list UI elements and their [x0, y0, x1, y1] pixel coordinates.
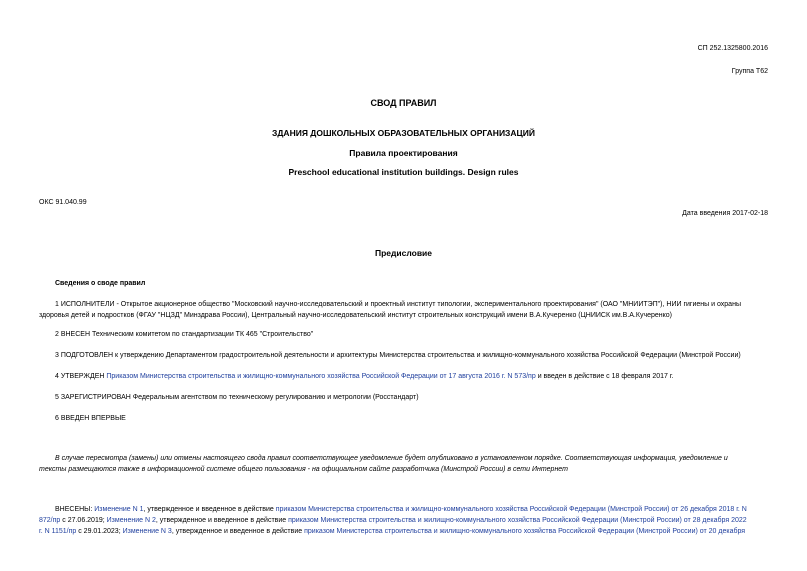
revision-notice: [39, 453, 768, 475]
approval-order-link[interactable]: Приказом Министерства строительства и жилищно-коммунального хозяйства Российской Федерации от 17 августа 2016 г. N 573/пр: [106, 373, 536, 380]
foreword-item-5: [39, 392, 768, 403]
foreword-item-3: [39, 350, 768, 361]
item-1-line-1: 1 ИСПОЛНИТЕЛИ - Открытое акционерное общество "Московский научно-исследовательский и проектный институт типологии, экспериментального проектирования" (ОАО "МНИИТЭП"), НИИ гигиены и охраны: [55, 301, 741, 308]
document-type-title: СВОД ПРАВИЛ: [370, 98, 437, 108]
changes-line-3: [39, 526, 768, 537]
document-group: Группа Т62: [731, 68, 768, 75]
changes-text-5: , утвержденное и введенное в действие: [171, 528, 305, 535]
changes-line-2: [39, 515, 768, 526]
document-english-title: Preschool educational institution buildings. Design rules: [288, 167, 519, 177]
changes-label: ВНЕСЕНЫ:: [55, 506, 95, 513]
item-4-suffix: и введен в действие с 18 февраля 2017 г.: [535, 373, 674, 380]
changes-block: [39, 504, 768, 537]
document-name: ЗДАНИЯ ДОШКОЛЬНЫХ ОБРАЗОВАТЕЛЬНЫХ ОРГАНИЗАЦИЙ: [272, 128, 535, 138]
changes-text-4: с 29.01.2023;: [76, 528, 123, 535]
changes-text-2: с 27.06.2019;: [60, 517, 107, 524]
foreword-item-1: [39, 299, 768, 321]
foreword-item-6: [39, 413, 768, 424]
item-4-prefix: 4 УТВЕРЖДЕН: [55, 373, 107, 380]
order-2023-link[interactable]: приказом Министерства строительства и жилищно-коммунального хозяйства Российской Федерации (Минстрой России) от 20 декабря: [304, 528, 746, 535]
item-3-text: 3 ПОДГОТОВЛЕН к утверждению Департаментом градостроительной деятельности и архитектуры Министерства строительства и жилищно-коммунального хозяйства Российской Федерации (Минстрой России): [55, 352, 741, 359]
introduction-date: Дата введения 2017-02-18: [682, 210, 768, 217]
oks-code: ОКС 91.040.99: [39, 199, 87, 206]
change-3-link[interactable]: Изменение N 3: [122, 528, 172, 535]
notice-line-1: В случае пересмотра (замены) или отмены настоящего свода правил соответствующее уведомление будет опубликовано в установленном порядке. Соответствующая информация, уведомление и: [55, 455, 728, 462]
order-2018-link[interactable]: приказом Министерства строительства и жилищно-коммунального хозяйства Российской Федерации (Минстрой России) от 26 декабря 2018 г. N: [275, 506, 747, 513]
item-5-text: 5 ЗАРЕГИСТРИРОВАН Федеральным агентством по техническому регулированию и метрологии (Росстандарт): [55, 394, 419, 401]
change-2-link[interactable]: Изменение N 2: [106, 517, 156, 524]
foreword-subheading: Сведения о своде правил: [55, 280, 146, 287]
foreword-heading: Предисловие: [374, 248, 433, 258]
item-4-line: [39, 371, 768, 382]
changes-text-1: , утвержденное и введенное в действие: [143, 506, 276, 513]
foreword-item-4: [39, 371, 768, 382]
item-2-text: 2 ВНЕСЕН Техническим комитетом по стандартизации ТК 465 "Строительство": [55, 331, 314, 338]
changes-text-3: , утвержденное и введенное в действие: [155, 517, 289, 524]
foreword-item-2: [39, 329, 768, 340]
order-2018-number-link[interactable]: 872/пр: [39, 517, 61, 524]
changes-line-1: [39, 504, 768, 515]
change-1-link[interactable]: Изменение N 1: [94, 506, 144, 513]
document-code: СП 252.1325800.2016: [697, 45, 768, 52]
item-1-line-2: здоровья детей и подростков (ФГАУ "НЦЗД" Минздрава России), Центральный научно-исследовательский институт строительных конструкций имени В.А.Кучеренко (ЦНИИСК им.В.А.Кучеренко): [39, 312, 673, 319]
item-6-text: 6 ВВЕДЕН ВПЕРВЫЕ: [55, 415, 126, 422]
order-2022-link[interactable]: приказом Министерства строительства и жилищно-коммунального хозяйства Российской Федерации (Минстрой России) от 28 декабря 2022: [288, 517, 747, 524]
document-subtitle: Правила проектирования: [349, 148, 458, 158]
order-2022-number-link[interactable]: г. N 1151/пр: [39, 528, 77, 535]
notice-line-2: тексты размещаются также в информационной системе общего пользования - на официальном сайте разработчика (Минстрой России) в сети Интернет: [39, 466, 568, 473]
